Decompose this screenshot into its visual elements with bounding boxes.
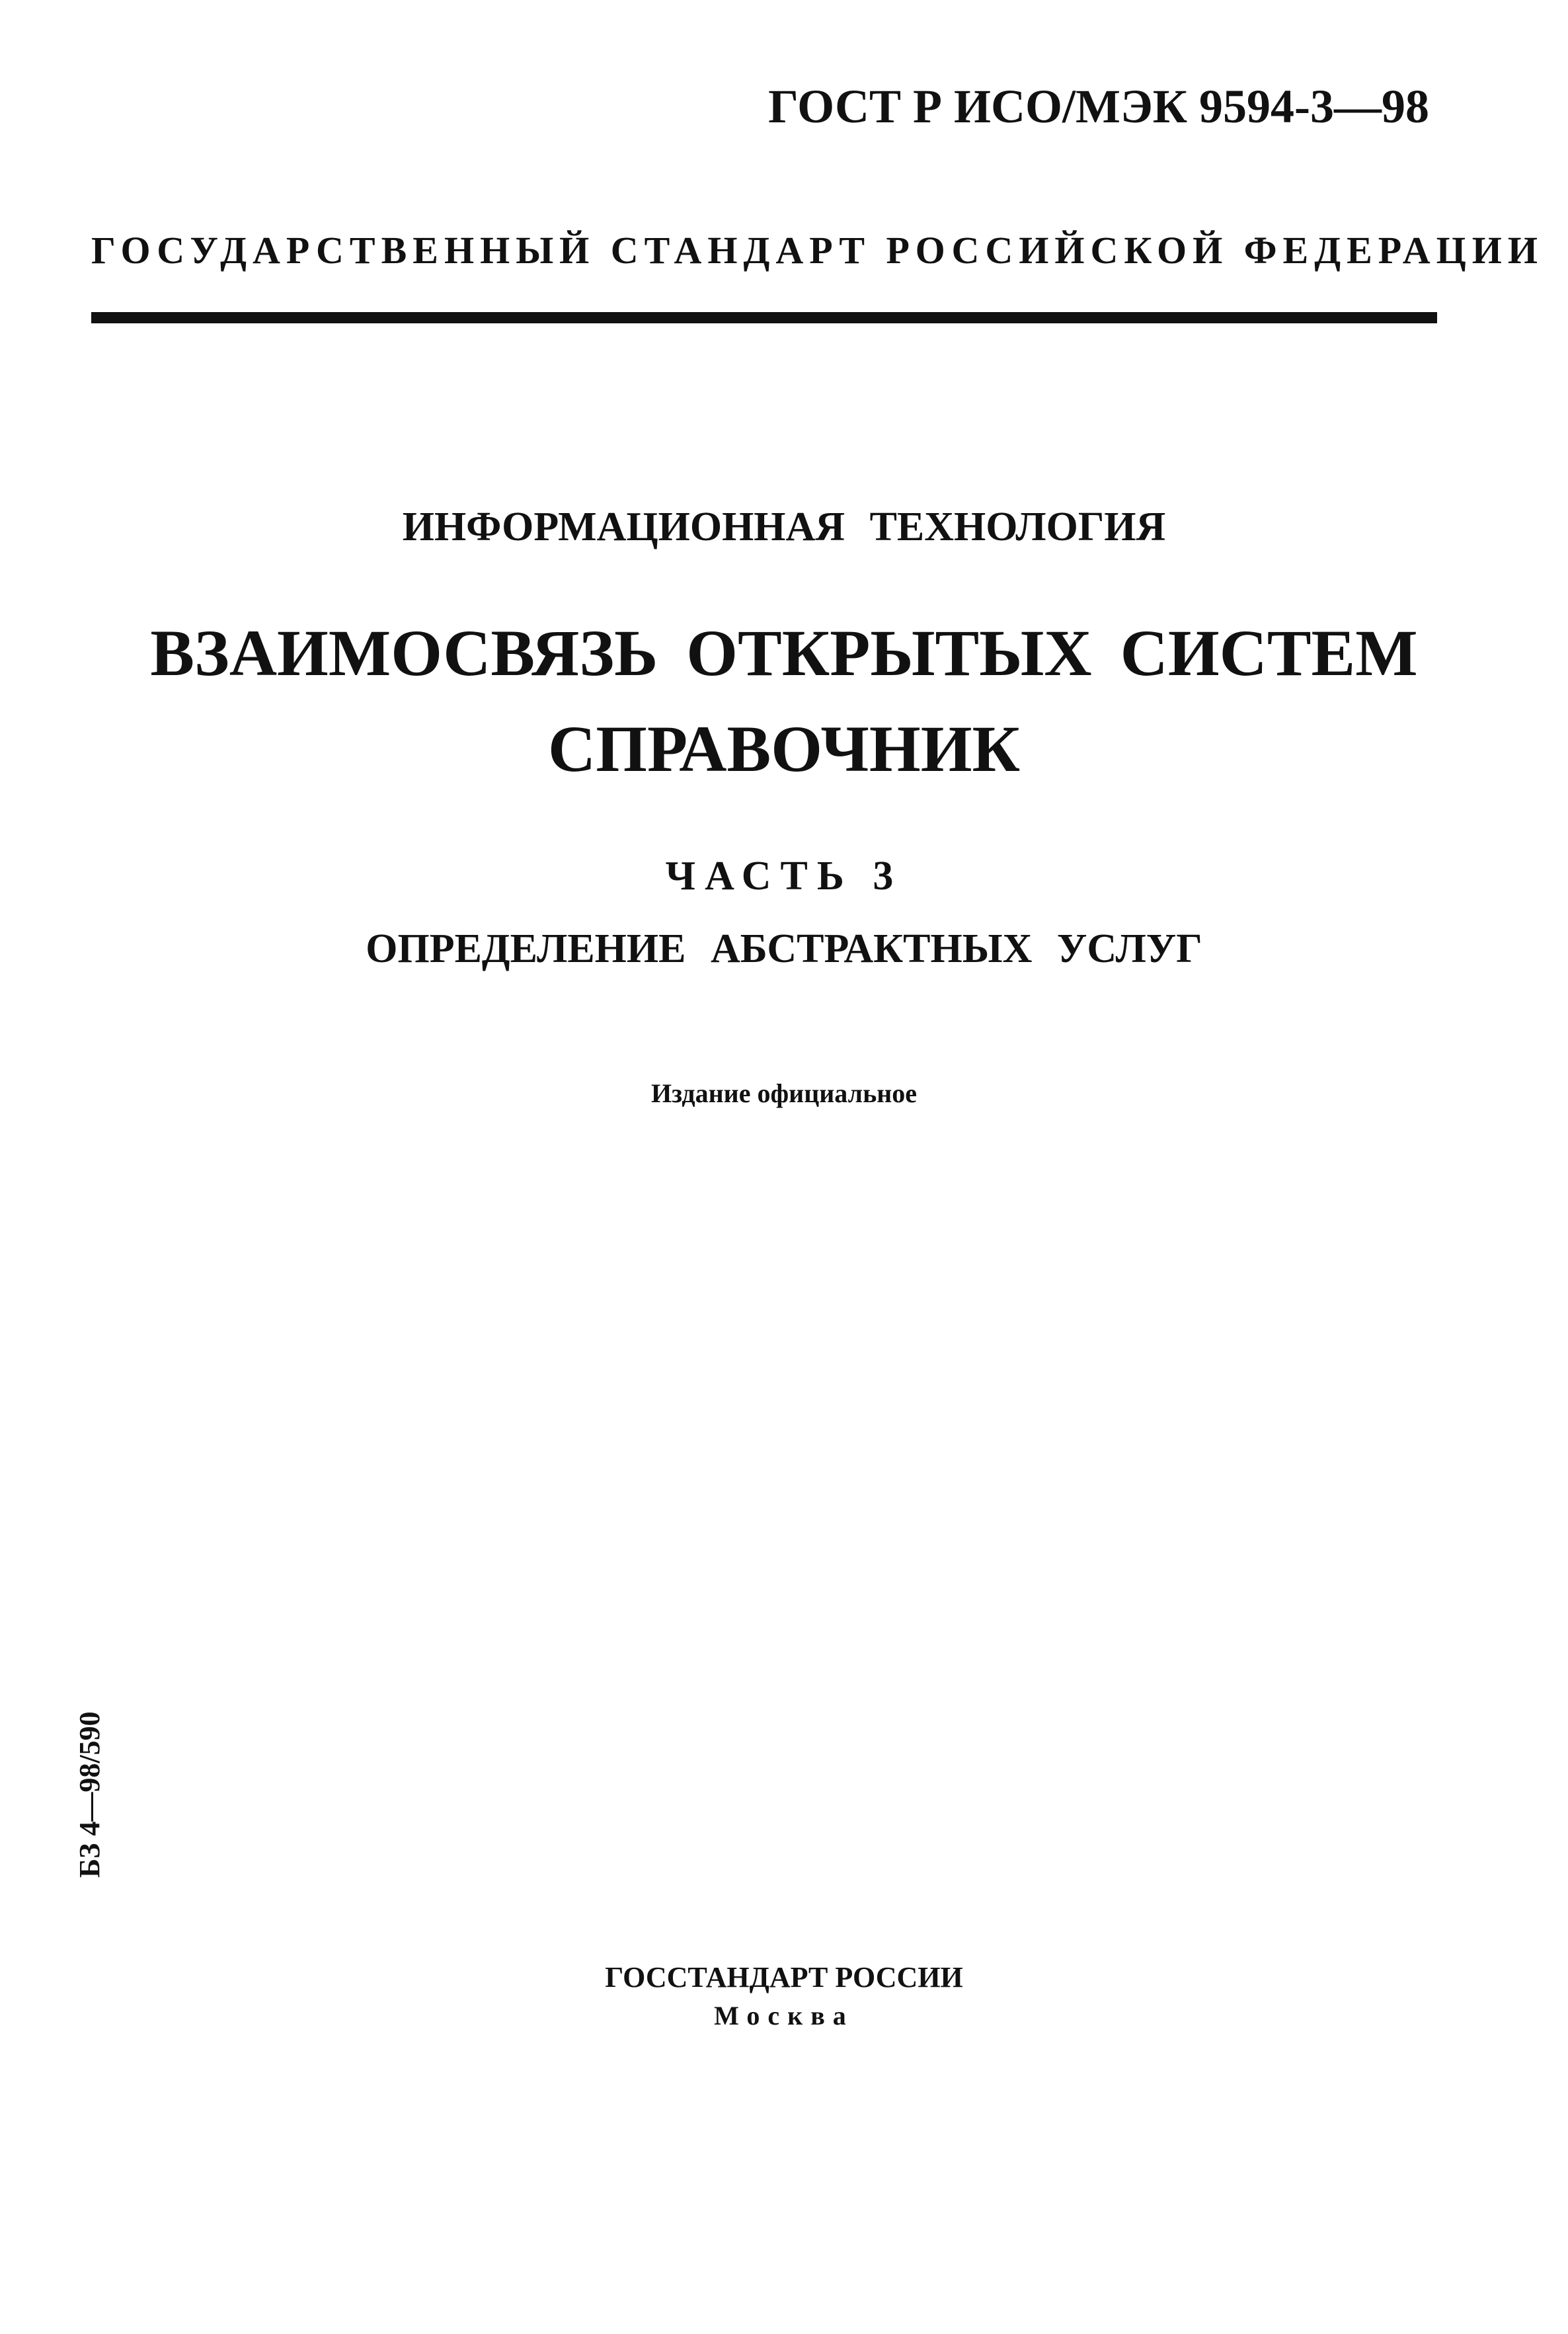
edition-label: Издание официальное bbox=[650, 1078, 918, 1108]
organization-line: ГОСУДАРСТВЕННЫЙ СТАНДАРТ РОССИЙСКОЙ ФЕДЕРАЦИИ bbox=[91, 229, 1544, 272]
header-rule bbox=[91, 312, 1437, 323]
main-title-line-2: СПРАВОЧНИК bbox=[548, 712, 1020, 785]
side-code: БЗ 4—98/590 bbox=[73, 1711, 106, 1878]
subtitle: ОПРЕДЕЛЕНИЕ АБСТРАКТНЫХ УСЛУГ bbox=[366, 926, 1202, 971]
part-label: ЧАСТЬ 3 bbox=[665, 854, 903, 899]
main-title-line-1: ВЗАИМОСВЯЗЬ ОТКРЫТЫХ СИСТЕМ bbox=[150, 616, 1418, 690]
standard-id: ГОСТ Р ИСО/МЭК 9594-3—98 bbox=[768, 80, 1429, 133]
category-title: ИНФОРМАЦИОННАЯ ТЕХНОЛОГИЯ bbox=[402, 504, 1166, 549]
publisher: ГОССТАНДАРТ РОССИИ bbox=[605, 1961, 963, 1993]
city: Москва bbox=[714, 2001, 854, 2031]
